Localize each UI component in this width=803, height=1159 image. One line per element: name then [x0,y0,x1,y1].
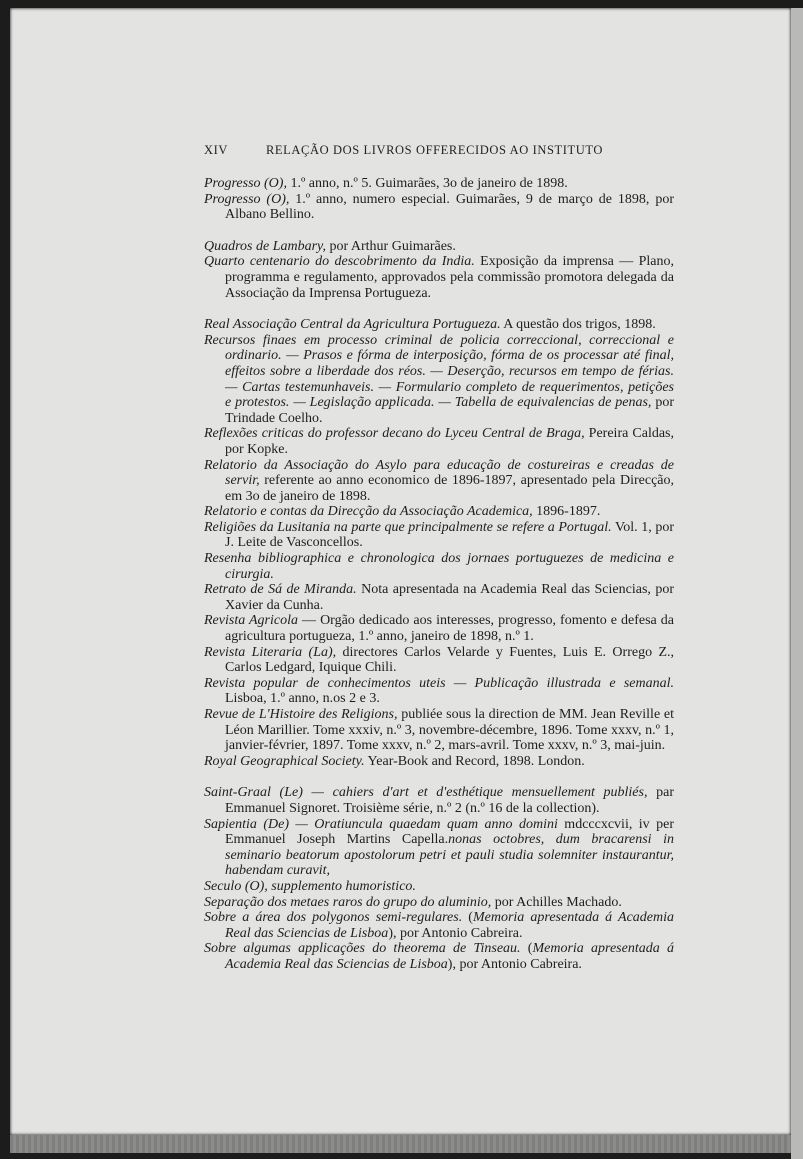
entry-title: Resenha bibliographica e chronologica dos jornaes portuguezes de medicina e cirurgia. [204,551,674,582]
bibliography-entry [204,458,674,505]
entry-title: Relatorio da Associação do Asylo para educação de costureiras e creadas de servir, [204,457,674,489]
bibliography-entry [204,941,674,972]
entry-details: per Emmanuel Joseph Martins Capella. [225,816,674,848]
bibliography-list [204,176,674,973]
entry-details: por Achilles Machado. [491,894,622,910]
entry-title: Real Associação Central da Agricultura Portugueza. [204,317,501,333]
bibliography-entry [204,254,674,301]
page-number: XIV [204,143,229,157]
bibliography-entry [204,504,674,520]
bibliography-entry [204,520,674,551]
bibliography-entry [204,426,674,457]
bibliography-entry [204,317,674,333]
bibliography-entry [204,333,674,427]
entry-title: Revista Agricola [204,613,298,629]
bibliography-entry [204,551,674,582]
entry-title: Memoria apresentada á Academia Real das Sciencias de Lisboa [225,941,674,972]
entry-title: Reflexões criticas do professor decano do Lyceu Central de Braga, [204,426,585,442]
bibliography-entry [204,754,674,770]
entry-details: publiée sous la direction de MM. Jean Reville et Léon Marillier. Tome xxxiv, n.º 3, novembre-décembre, 1896. Tome xxxv, n.º 1, janvier-février, 1897. Tome xxxv, n.º 2, mars-avril. Tome xxxv, n.º 3, mai-juin. [225,707,674,754]
bibliography-entry [204,785,674,816]
entry-title: Saint-Graal (Le) — cahiers d'art et d'esthétique mensuellement publiés, [204,785,648,801]
bibliography-entry [204,582,674,613]
page-edge-decoration [10,1135,791,1153]
bibliography-entry [204,895,674,911]
entry-details: ), por Antonio Cabreira. [388,925,523,941]
entry-details: 1.º anno, n.º 5. Guimarães, 3o de janeiro de 1898. [286,176,568,191]
entry-title: Sobre algumas applicações do theorema de Tinseau. [204,941,521,957]
entry-title: Relatorio e contas da Direcção da Associação Academica, [204,504,533,520]
entry-group-gap [204,223,674,239]
entry-title: Revue de L'Histoire des Religions, [204,707,398,722]
entry-details: directores Carlos Velarde y Fuentes, Luis E. Orrego Z., Carlos Ledgard, Iquique Chili. [225,644,675,676]
entry-title: Royal Geographical Society. [204,753,365,769]
entry-details: par Emmanuel Signoret. Troisième série, n.º 2 (n.º 16 de la collection). [225,785,674,816]
entry-details: A questão dos trigos, 1898. [500,317,656,333]
entry-details: Year-Book and Record, 1898. London. [364,753,585,769]
entry-title: Religiões da Lusitania na parte que principalmente se refere a Portugal. [204,519,612,535]
entry-details: por Arthur Guimarães. [326,238,456,254]
entry-details: mdcccxcvii, iv [557,816,657,832]
bibliography-entry [204,879,674,895]
bibliography-entry [204,707,674,754]
entry-title: Quarto centenario do descobrimento da India. [204,254,475,270]
entry-details: Pereira Caldas, por Kopke. [225,426,675,457]
entry-title: nonas octobres, dum bracarensi in seminario beatorum apostolorum petri et pauli studia solemniter instaurantur, habendam curavit, [225,832,674,879]
bibliography-entry [204,239,674,255]
entry-details: ), por Antonio Cabreira. [447,956,582,972]
running-title: RELAÇÃO DOS LIVROS OFFERECIDOS AO INSTITUTO [266,143,604,157]
entry-title: Progresso (O), [204,176,287,191]
entry-details: — Orgão dedicado aos interesses, progresso, fomento e defesa da agricultura portugueza, 1.º anno, janeiro de 1898, n.º 1. [225,613,675,645]
entry-title: Revista Literaria (La), [204,644,337,660]
entry-title: Revista popular de conhecimentos uteis — Publicação illustrada e semanal. [204,675,674,691]
entry-details: Exposição da imprensa — Plano, programma e regulamento, approvados pela commissão promotora delegada da Associação da Imprensa Portugueza. [225,254,674,301]
entry-title: Separação dos metaes raros do grupo do aluminio, [204,894,492,910]
entry-title: Retrato de Sá de Miranda. [204,582,357,598]
entry-title: Seculo (O), supplemento humoristico. [204,878,416,894]
bibliography-entry [204,192,674,223]
entry-details: por Trindade Coelho. [225,395,675,426]
entry-title: Quadros de Lambary, [204,238,326,254]
entry-title: Memoria apresentada á Academia Real das Sciencias de Lisboa [225,910,674,941]
entry-details: Nota apresentada na Academia Real das Sciencias, por Xavier da Cunha. [225,582,674,613]
entry-details: referente ao anno economico de 1896-1897, apresentado pela Direcção, em 3o de janeiro de 1898. [225,473,674,504]
scan-border [791,8,803,1159]
entry-title: Sapientia (De) — Oratiuncula quaedam quam anno domini [204,816,558,832]
bibliography-entry [204,176,674,192]
bibliography-entry [204,676,674,707]
bibliography-entry [204,645,674,676]
entry-title: Sobre a área dos polygonos semi-regulares. [204,910,463,926]
bibliography-entry [204,817,674,879]
entry-title: Progresso (O), [204,191,290,207]
entry-details: 1.º anno, numero especial. Guimarães, 9 de março de 1898, por Albano Bellino. [225,191,674,223]
entry-title: Recursos finaes em processo criminal de policia correccional, correccional e ordinario. — Prasos e fórma de interposição, fórma de os processar até final, effeitos sobre a liberdade dos réos. — Deserção, recursos em tempo de férias. — Cartas testemunhaveis. — Formulario completo de requerimentos, petições e protestos. — Legislação applicada. — Tabella de equivalencias de penas, [204,332,674,411]
entry-details: ( [520,941,533,957]
entry-details: 1896-1897. [532,504,601,520]
entry-details: Vol. 1, por J. Leite de Vasconcellos. [225,519,674,551]
entry-group-gap [204,301,674,317]
entry-group-gap [204,769,674,785]
bibliography-entry [204,910,674,941]
entry-details: Lisboa, 1.º anno, n.os 2 e 3. [225,691,380,707]
bibliography-entry [204,613,674,644]
entry-details: ( [462,910,473,926]
